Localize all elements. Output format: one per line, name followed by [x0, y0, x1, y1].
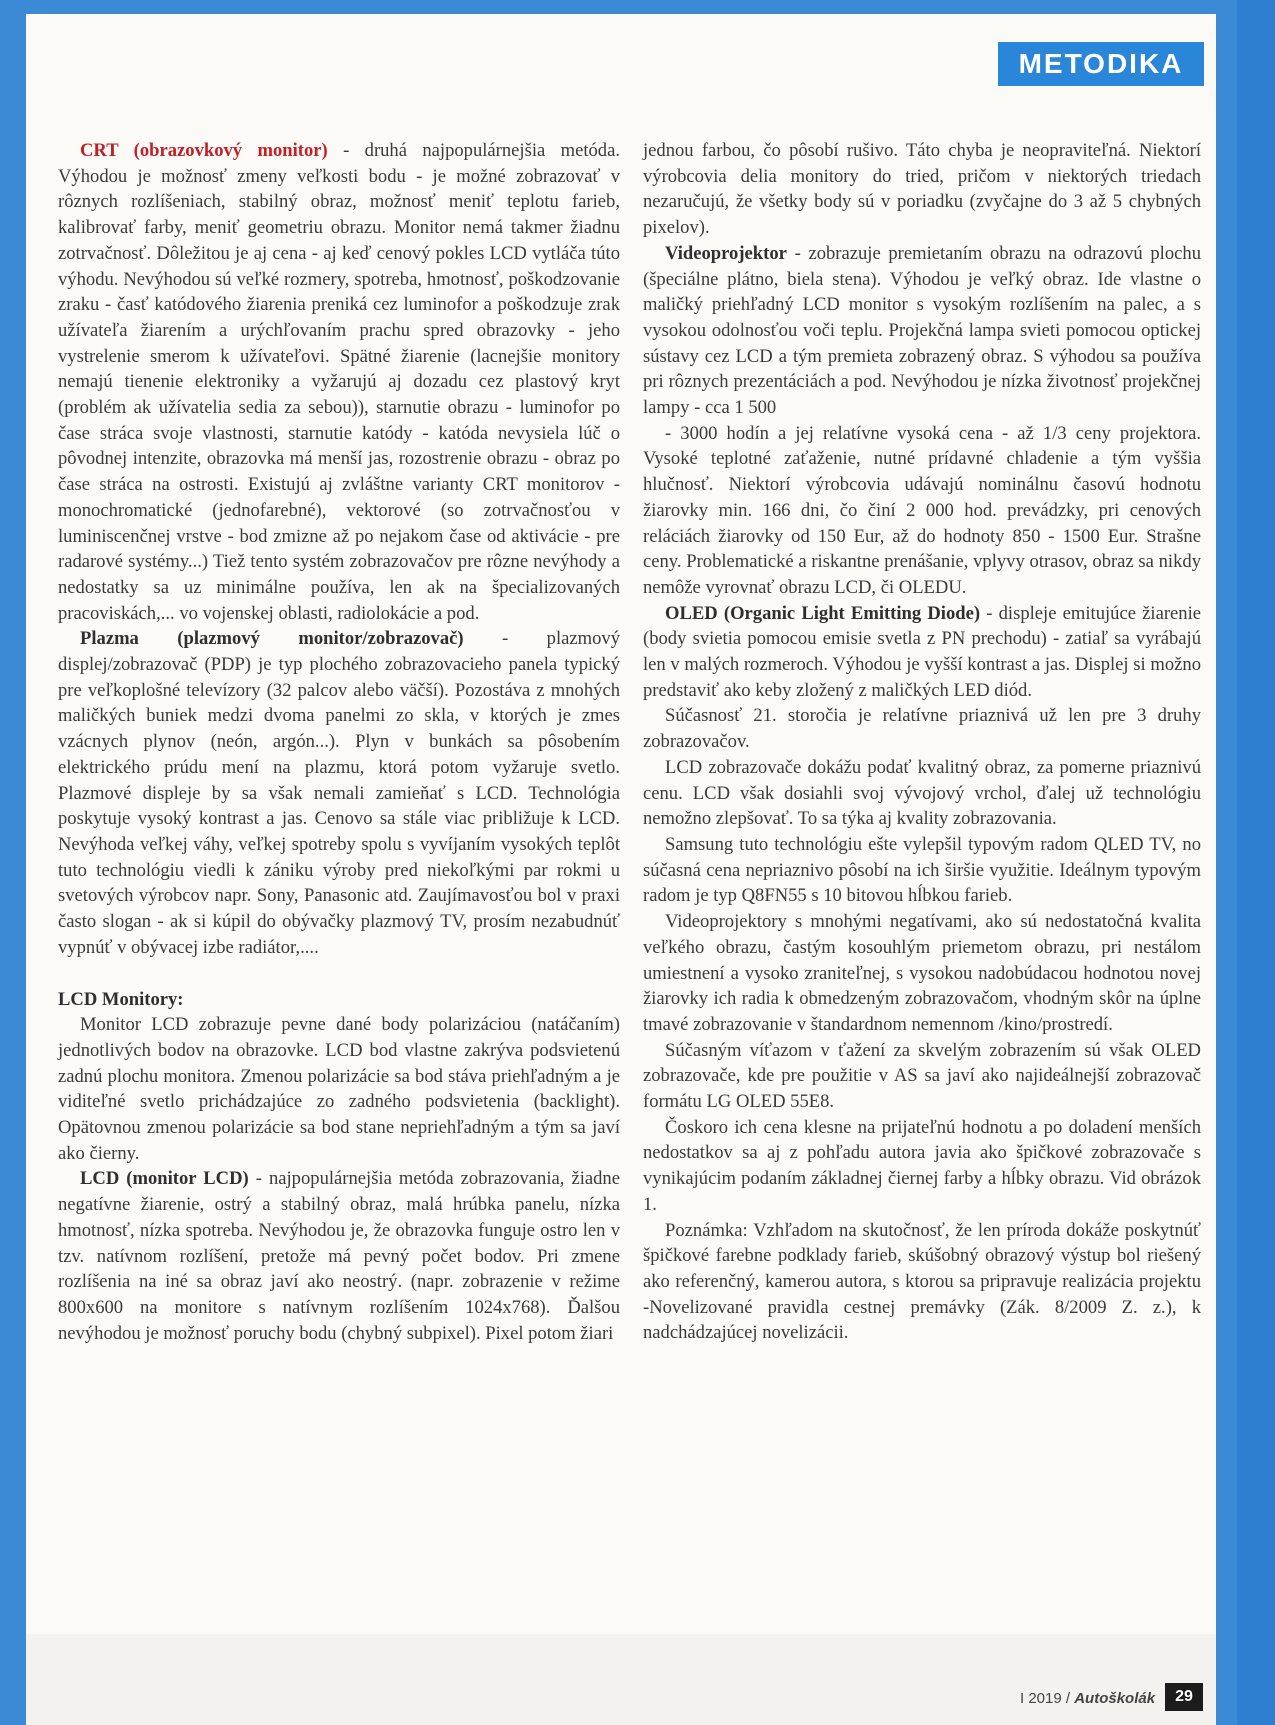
paragraph-coskoro: Čoskoro ich cena klesne na prijateľnú hodnotu a po doladení menších nedostatkov sa aj z pohľadu autora javia ako špičkové zobrazovače s vynikajúcim podaním základnej čiernej farby a hĺbky obrazu. Vid obrázok 1.: [643, 1116, 1201, 1215]
page-number: 29: [1165, 1683, 1203, 1711]
paragraph-continued: jednou farbou, čo pôsobí rušivo. Táto chyba je neopraviteľná. Niektorí výrobcovia delia monitory do tried, pričom v niektorých triedach nezaručujú, že všetky body sú v poriadku (zvyčajne do 3 až 5 chybných pixelov).: [643, 140, 1201, 239]
footer-magazine: Autoškolák: [1074, 1690, 1156, 1707]
text-lcd-monitor: - najpopulárnejšia metóda zobrazovania, žiadne negatívne žiarenie, ostrý a stabilný obraz, malá hrúbka panelu, nízka hmotnosť, nízka spotreba. Nevýhodou je, že obrazovka funguje ostro len v tzv. natívnom rozlíšení, pretože má pevný počet bodov. Pri zmene rozlíšenia na iné sa obraz javí ako neostrý. (napr. zobrazenie v režime 800x600 na monitore s natívnym rozlíšením 1024x768). Ďalšou nevýhodou je možnosť poruchy bodu (chybný subpixel). Pixel potom žiari: [58, 1168, 620, 1344]
paragraph-lcd-zobrazovace: LCD zobrazovače dokážu podať kvalitný obraz, za pomerne priaznivú cenu. LCD však dosiahli svoj vývojový vrchol, ďalej už technológiu nemožno zlepšovať. To sa týka aj kvality zobrazovania.: [643, 756, 1201, 830]
paragraph-videoprojektor: [643, 241, 1201, 421]
scan-edge: [1237, 0, 1275, 1725]
text-plazma: - plazmový displej/zobrazovač (PDP) je typ plochého zobrazovacieho panela typický pre veľkoplošné televízory (32 palcov alebo väčší). Pozostáva z mnohých maličkých buniek medzi dvoma panelmi zo skla, v ktorých je zmes vzácnych plynov (neón, argón...). Plyn v bunkách sa pôsobením elektrického prúdu mení na plazmu, ktorá potom vyžaruje svetlo. Plazmové displeje by sa však nemali zamieňať s LCD. Technológia poskytuje vysoký kontrast a jas. Cenovo sa stále viac približuje k LCD. Nevýhoda veľkej váhy, veľkej spotreby spolu s vyvíjaním vysokých teplôt tuto technológiu viedli k zániku výroby pred niekoľkými par rokmi u svetových výrobcov napr. Sony, Panasonic atd. Zaujímavosťou bol v praxi často slogan - ak si kúpil do obývačky plazmový TV, prosím nezabudnúť vypnúť v obývacej izbe radiátor,....: [58, 628, 621, 958]
paragraph-videoprojektory: Videoprojektory s mnohými negatívami, ako sú nedostatočná kvalita veľkého obrazu, častým kosouhlým priemetom obrazu, pri nestálom umiestnení a vysoko zraniteľnej, s vysokou nadobúdacou hodnotou novej žiarovky ich radia k obmedzeným zobrazovačom, vhodným skôr na úplne tmavé zobrazovanie v štandardnom nemennom /kino/prostredí.: [643, 911, 1201, 1035]
paragraph-lcd: Monitor LCD zobrazuje pevne dané body polarizáciou (natáčaním) jednotlivých bodov na obrazovke. LCD bod vlastne zakrýva podsvietenú zadnú plochu monitora. Zmenou polarizácie sa bod stáva priehľadným a je viditeľné svetlo prichádzajúce zo zadného podsvietenia (backlight). Opätovnou zmenou polarizácie sa bod stane nepriehľadným a tým sa javí ako čierny.: [58, 1014, 620, 1164]
lead-plazma: Plazma (plazmový monitor/zobrazovač): [80, 628, 464, 650]
text-oled: - displeje emitujúce žiarenie (body svietia pomocou emisie svetla z PN prechodu) - zatiaľ sa vyrábajú len v malých rozmeroch. Výhodou je vyšší kontrast a jas. Displej si možno predstaviť ako keby zložený z maličkých LED diód.: [643, 602, 1201, 701]
text-crt: - druhá najpopulárnejšia metóda. Výhodou je možnosť zmeny veľkosti bodu - je možné zobrazovať v rôznych rozlíšeniach, stabilný obraz, možnosť meniť teplotu farieb, kalibrovať farby, meniť geometriu obrazu. Monitor nemá takmer žiadnu zotrvačnosť. Dôležitou je aj cena - aj keď cenový pokles LCD vytláča túto výhodu. Nevýhodou sú veľké rozmery, spotreba, hmotnosť, poškodzovanie zraku - časť katódového žiarenia preniká cez luminofor a poškodzuje zrak užívateľa žiarením a urýchľovaním prachu spred obrazovky - jeho vystrelenie smerom k užívateľovi. Spätné žiarenie (lacnejšie monitory nemajú tienenie elektroniky a vyžarujú aj dozadu cez plastový kryt (problém ak užívatelia sedia za sebou)), starnutie obrazu - luminofor po čase stráca svoje vlastnosti, starnutie katódy - katóda nevysiela lúč o pôvodnej intenzite, obrazovka má menší jas, rozostrenie obrazu - obraz po čase stráca na ostrosti. Existujú aj zvláštne varianty CRT monitorov - monochromatické (jednofarebné), vektorové (so zotrvačnosťou v luminiscenčnej vrstve - bod zmizne až po nejakom čase od aktivácie - pre radarové systémy...) Tiež tento systém zobrazovačov pre rôzne nevýhody a nedostatky sa uz minimálne používa, len ak na špecializovaných pracoviskách,... vo vojenskej oblasti, radiolokácie a pod.: [58, 140, 620, 624]
left-column: [58, 138, 620, 1346]
right-column: [643, 138, 1201, 1346]
footer-issue: I 2019 /: [1020, 1690, 1075, 1707]
heading-lcd-monitory: LCD Monitory:: [58, 988, 184, 1010]
paragraph-oled-vitaz: Súčasným víťazom v ťažení za skvelým zobrazením sú však OLED zobrazovače, kde pre použitie v AS sa javí ako najideálnejší zobrazovač formátu LG OLED 55E8.: [643, 1039, 1201, 1113]
paragraph-crt: [58, 138, 620, 626]
lead-videoprojektor: Videoprojektor: [665, 242, 787, 264]
paragraph-oled: [643, 601, 1201, 704]
page-bottom-margin: [26, 1634, 1216, 1725]
footer: [1020, 1690, 1155, 1707]
paragraph-sucasnost: Súčasnosť 21. storočia je relatívne priaznivá už len pre 3 druhy zobrazovačov.: [643, 705, 1201, 753]
text-videoprojektor: - zobrazuje premietaním obrazu na odrazovú plochu (špeciálne plátno, biela stena). Výhodou je veľký obraz. Ide vlastne o maličký priehľadný LCD monitor s vysokým rozlíšením na palec, a s vysokou odolnosťou voči teplu. Projekčná lampa svieti pomocou optickej sústavy cez LCD a tým premieta zobrazený obraz. S výhodou sa používa pri rôznych prezentáciách a pod. Nevýhodou je nízka životnosť projekčnej lampy - cca 1 500: [643, 242, 1201, 419]
lead-crt: CRT (obrazovkový monitor): [80, 140, 328, 161]
paragraph-videoprojektor-cont: - 3000 hodín a jej relatívne vysoká cena - až 1/3 ceny projektora. Vysoké teplotné zaťaženie, nutné prídavné chladenie a tým vyššia hlučnosť. Niektorí výrobcovia udávajú nominálnu časovú hodnotu žiarovky min. 166 dni, čo činí 2 000 hod. prevádzky, pri cenových reláciách žiarovky od 150 Eur, až do hodnoty 850 - 1500 Eur. Strašne ceny. Problematické a riskantne prenášanie, vplyvy otrasov, obraz sa nikdy nemôže vyrovnať obrazu LCD, či OLEDU.: [643, 422, 1201, 598]
lead-lcd-monitor: LCD (monitor LCD): [80, 1168, 249, 1190]
paragraph-lcd-monitor: [58, 1166, 620, 1346]
spacer: [58, 961, 620, 987]
section-tag: METODIKA: [998, 42, 1204, 86]
paragraph-poznamka: Poznámka: Vzhľadom na skutočnosť, že len príroda dokáže poskytnúť špičkové farebne podklady farieb, skúšobný obrazový výstup bol riešený ako referenčný, kamerou autora, s ktorou sa pripravuje realizácia projektu -Novelizované pravidla cestnej premávky (Zák. 8/2009 Z. z.), k nadchádzajúcej novelizácii.: [643, 1219, 1201, 1344]
paragraph-plazma: [58, 626, 620, 960]
lead-oled: OLED (Organic Light Emitting Diode): [665, 602, 981, 624]
paragraph-samsung: Samsung tuto technológiu ešte vylepšil typovým radom QLED TV, no súčasná cena nepriaznivo pôsobí na ich širšie využitie. Ideálnym typovým radom je typ Q8FN55 s 10 bitovou hĺbkou farieb.: [643, 833, 1201, 907]
